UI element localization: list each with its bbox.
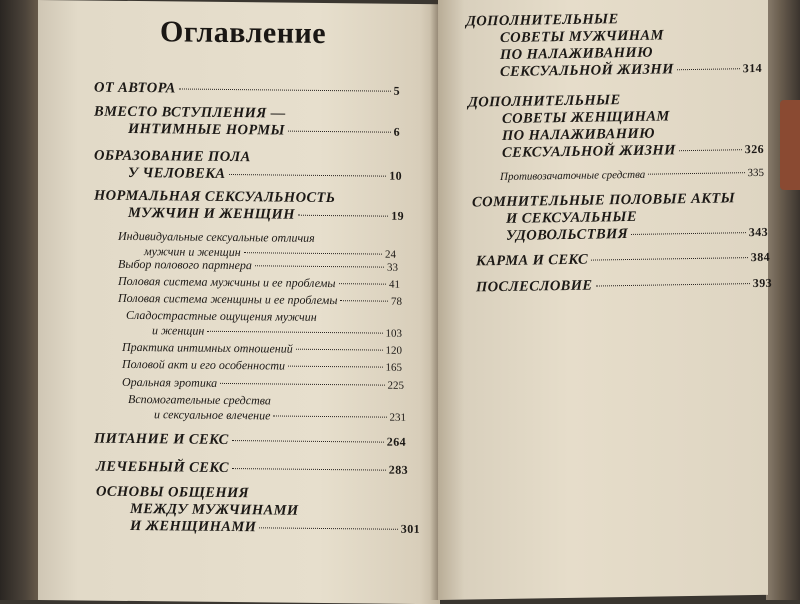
page-number: 283 (388, 462, 408, 477)
toc-entry (94, 104, 400, 141)
book-edge-left (0, 0, 40, 600)
toc-entry (94, 431, 406, 451)
entry-line: и женщин (152, 323, 205, 338)
page-number: 78 (391, 295, 402, 308)
page-number: 301 (400, 521, 420, 537)
page-number: 264 (386, 434, 406, 449)
page-number: 384 (750, 249, 770, 265)
entry-line: МУЖЧИН И ЖЕНЩИН (128, 204, 295, 223)
toc-entry (94, 188, 404, 225)
entry-line: Половая система мужчины и ее проблемы (118, 273, 336, 291)
page-number: 225 (387, 379, 404, 392)
entry-line: ОСНОВЫ ОБЩЕНИЯ (96, 483, 250, 502)
entry-line: ВМЕСТО ВСТУПЛЕНИЯ — (94, 103, 286, 122)
entry-line: КАРМА И СЕКС (476, 251, 589, 270)
entry-line: МЕЖДУ МУЖЧИНАМИ (130, 500, 299, 519)
toc-heading: Оглавление (160, 15, 327, 51)
page-number: 5 (393, 83, 400, 98)
entry-line: И ЖЕНЩИНАМИ (130, 517, 257, 536)
entry-line: СЕКСУАЛЬНОЙ ЖИЗНИ (500, 61, 674, 81)
entry-line: У ЧЕЛОВЕКА (128, 164, 226, 182)
entry-line: СОВЕТЫ ЖЕНЩИНАМ (502, 108, 670, 127)
toc-entry (476, 275, 772, 297)
toc-entry (466, 9, 762, 82)
entry-line: Оральная эротика (122, 374, 218, 390)
page-number: 231 (389, 411, 406, 424)
toc-entry (96, 459, 408, 479)
page-number: 33 (387, 261, 398, 274)
toc-subentry (128, 392, 406, 425)
toc-entry (94, 80, 400, 100)
entry-line: ОБРАЗОВАНИЕ ПОЛА (94, 147, 251, 166)
entry-line: СЕКСУАЛЬНОЙ ЖИЗНИ (502, 142, 676, 161)
entry-line: СОВЕТЫ МУЖЧИНАМ (500, 27, 664, 47)
entry-line: мужчин и женщин (144, 244, 241, 260)
page-number: 10 (389, 168, 402, 183)
entry-line: Противозачаточные средства (500, 168, 646, 184)
entry-line: ПОСЛЕСЛОВИЕ (476, 277, 593, 296)
entry-line: ПИТАНИЕ И СЕКС (94, 430, 229, 448)
entry-line: Выбор полового партнера (118, 256, 252, 273)
page-number: 326 (744, 141, 764, 157)
entry-line: Половой акт и его особенности (122, 356, 286, 373)
entry-line: НОРМАЛЬНАЯ СЕКСУАЛЬНОСТЬ (94, 187, 336, 207)
entry-line: СОМНИТЕЛЬНЫЕ ПОЛОВЫЕ АКТЫ (472, 190, 736, 211)
left-page (38, 0, 440, 604)
toc-subentry (118, 291, 402, 309)
page-number: 24 (385, 248, 396, 261)
entry-line: Практика интимных отношений (122, 339, 293, 356)
bookmark-tab (780, 100, 800, 190)
page-number: 314 (742, 60, 762, 76)
toc-subentry (500, 167, 764, 183)
page-number: 120 (385, 344, 402, 357)
entry-line: ПО НАЛАЖИВАНИЮ (500, 44, 653, 64)
toc-subentry (118, 257, 398, 275)
toc-entry (472, 190, 768, 246)
toc-entry (468, 90, 764, 163)
entry-line: И СЕКСУАЛЬНЫЕ (506, 208, 637, 227)
entry-line: Вспомогательные средства (128, 391, 271, 408)
toc-subentry (122, 375, 404, 393)
page-number: 19 (391, 208, 404, 223)
entry-line: и сексуальное влечение (154, 407, 271, 423)
toc-subentry (118, 274, 400, 292)
page-number: 165 (385, 361, 402, 374)
page-number: 41 (389, 278, 400, 291)
entry-line: Сладострастные ощущения мужчин (126, 307, 317, 324)
toc-subentry (122, 357, 402, 375)
page-number: 335 (747, 166, 764, 180)
entry-line: ПО НАЛАЖИВАНИЮ (502, 125, 655, 144)
page-number: 343 (748, 224, 768, 240)
entry-line: ДОПОЛНИТЕЛЬНЫЕ (468, 92, 621, 111)
entry-line: Индивидуальные сексуальные отличия (118, 228, 315, 245)
entry-line: ОТ АВТОРА (94, 79, 176, 97)
toc-entry (94, 148, 402, 185)
page-number: 393 (752, 275, 772, 291)
toc-entry (476, 249, 770, 271)
toc-subentry (122, 340, 402, 358)
right-page (438, 0, 772, 600)
entry-line: УДОВОЛЬСТВИЯ (506, 226, 629, 244)
toc-subentry (126, 308, 402, 341)
entry-line: ИНТИМНЫЕ НОРМЫ (128, 120, 286, 139)
entry-line: ДОПОЛНИТЕЛЬНЫЕ (466, 11, 619, 30)
page-number: 103 (385, 327, 402, 340)
entry-line: ЛЕЧЕБНЫЙ СЕКС (96, 458, 229, 476)
entry-line: Половая система женщины и ее проблемы (118, 290, 338, 308)
book-edge-right (766, 0, 800, 600)
page-number: 6 (393, 124, 400, 139)
toc-entry (96, 484, 420, 538)
